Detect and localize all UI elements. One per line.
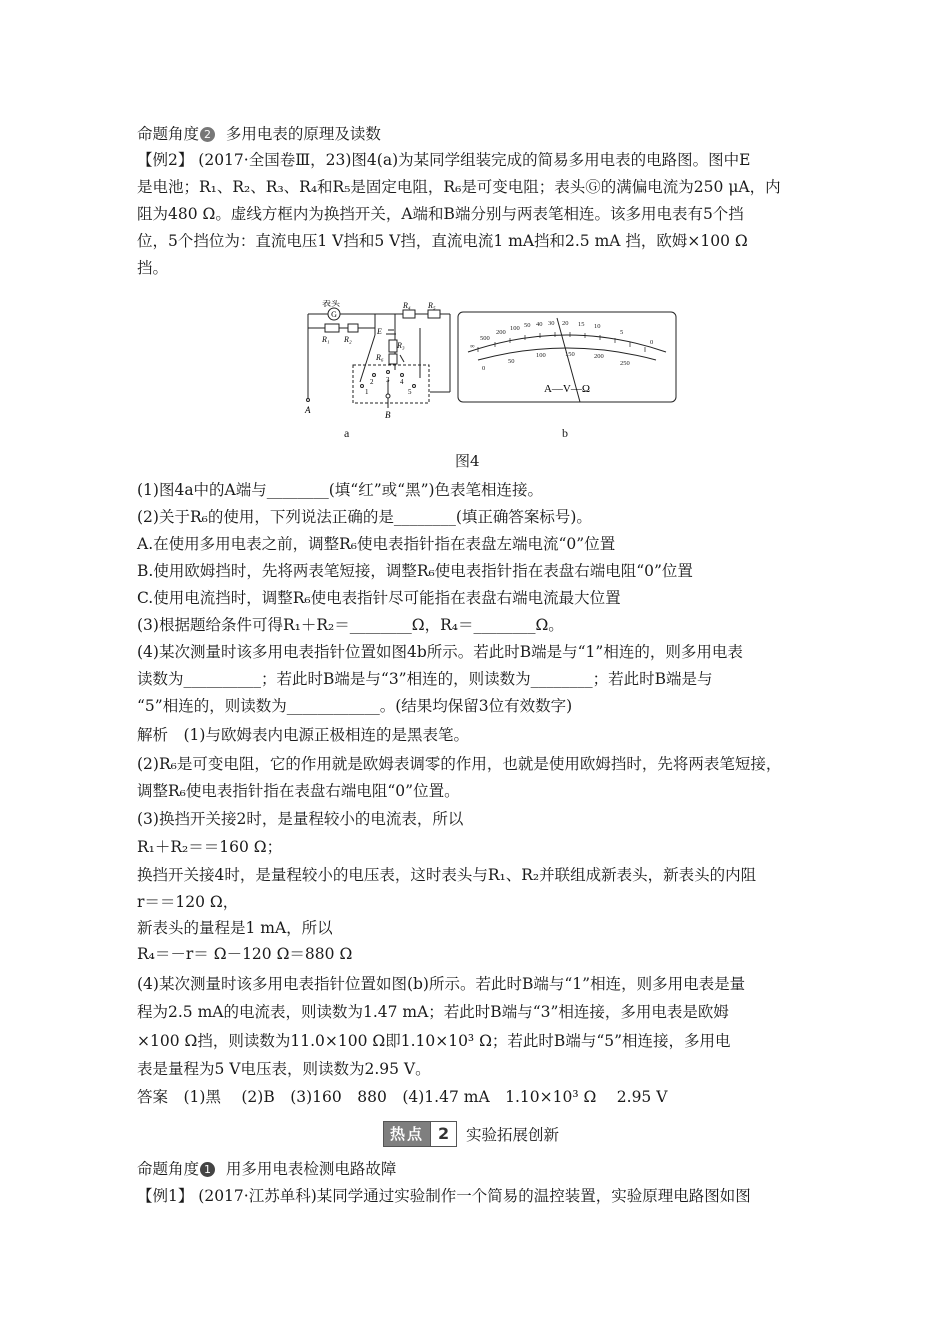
analysis-line: 表是量程为5 V电压表，则读数为2.95 V。 [137,1060,431,1078]
section-title: 多用电表的原理及读数 [225,125,381,143]
example-line: 挡。 [137,259,169,277]
subfigure-b-label: b [562,426,568,440]
figure-caption: 图4 [455,452,480,470]
analysis-line: 解析 (1)与欧姆表内电源正极相连的是黑表笔。 [137,726,469,744]
ohm-tick-label: 100 [510,325,520,332]
analysis-line: (4)某次测量时该多用电表指针位置如图(b)所示。若此时B端与“1”相连，则多用电表是量 [137,975,746,993]
example-line: 阻为480 Ω。虚线方框内为换挡开关，A端和B端分别与两表笔相连。该多用电表有5个挡 [137,205,744,223]
question-line: (3)根据题给条件可得R₁＋R₂＝________Ω，R₄＝________Ω。 [137,616,564,634]
question-line: “5”相连的，则读数为____________。(结果均保留3位有效数字) [137,697,573,715]
switch-position: 3 [386,376,390,384]
switch-position: 2 [370,378,374,386]
hotspot-label: 热点 [384,1122,430,1146]
analysis-line: r＝＝120 Ω， [137,893,239,911]
terminal-a-label: A [305,405,311,415]
example-line: 位，5个挡位为：直流电压1 V挡和5 V挡，直流电流1 mA挡和2.5 mA 挡，欧姆×100 Ω [137,232,748,250]
resistor-label: R₅ [428,301,436,310]
meter-head-label: 表头 [322,300,341,308]
resistor-label: R₂ [344,335,352,344]
terminal-b-label: B [385,410,391,420]
dial-label: A—V—Ω [543,383,591,395]
section-heading [137,123,827,145]
ohm-tick-label: ∞ [470,343,475,350]
question-line: B.使用欧姆挡时，先将两表笔短接，调整R₆使电表指针指在表盘右端电阻“0”位置 [137,562,693,580]
battery-label: E [377,327,382,336]
analysis-line: R₄＝－r＝ Ω－120 Ω＝880 Ω [137,945,353,963]
figure-4 [300,300,680,440]
example-line: 【例2】 (2017·全国卷Ⅲ，23)图4(a)为某同学组装完成的简易多用电表的电路图。图中E [137,151,751,169]
question-line: (1)图4a中的A端与________(填“红”或“黑”)色表笔相连接。 [137,481,544,499]
analysis-line: (2)R₆是可变电阻，它的作用就是欧姆表调零的作用，也就是使用欧姆挡时，先将两表笔短接， [137,755,782,773]
ohm-tick-label: 50 [524,322,531,329]
ohm-tick-label: 5 [620,329,624,336]
switch-contacts [307,371,416,402]
section-title: 用多用电表检测电路故障 [225,1160,397,1178]
resistor-label: R₆ [376,353,384,362]
ohm-tick-label: 40 [536,321,543,328]
example-line: 是电池；R₁、R₂、R₃、R₄和R₅是固定电阻，R₆是可变电阻；表头Ⓖ的满偏电流为250 μA，内 [137,178,781,196]
question-line: C.使用电流挡时，调整R₆使电表指针尽可能指在表盘右端电流最大位置 [137,589,621,607]
example-line: 【例1】 (2017·江苏单科)某同学通过实验制作一个简易的温控装置，实验原理电路图如图 [137,1187,751,1205]
ohm-tick-label: 500 [480,335,490,342]
section-heading [137,1158,827,1180]
switch-position: 4 [400,378,404,386]
galvanometer-symbol: G [331,310,337,319]
switch-position: 5 [408,388,412,396]
analysis-line: 换挡开关接4时，是量程较小的电压表，这时表头与R₁、R₂并联组成新表头，新表头的内阻 [137,866,757,884]
hotspot-badge [383,1121,457,1147]
ohm-tick-label: 20 [562,320,569,327]
section-label: 命题角度 [137,125,200,143]
linear-tick-label: 150 [565,351,575,358]
ohm-tick-label: 10 [594,323,601,330]
question-line: (2)关于R₆的使用，下列说法正确的是________(填正确答案标号)。 [137,508,592,526]
resistor-label: R₃ [397,341,405,350]
resistor-label: R₄ [403,301,411,310]
question-line: A.在使用多用电表之前，调整R₆使电表指针指在表盘左端电流“0”位置 [137,535,616,553]
analysis-line: ×100 Ω挡，则读数为11.0×100 Ω即1.10×10³ Ω；若此时B端与“5”相连接，多用电 [137,1032,731,1050]
question-line: 读数为__________；若此时B端是与“3”相连的，则读数为________；若此时B端是与 [137,670,713,688]
analysis-line: 新表头的量程是1 mA，所以 [137,919,333,937]
section-label: 命题角度 [137,1160,200,1178]
linear-tick-label: 200 [594,353,604,360]
question-line: (4)某次测量时该多用电表指针位置如图4b所示。若此时B端是与“1”相连的，则多用电表 [137,643,743,661]
analysis-line: 调整R₆使电表指针指在表盘右端电阻“0”位置。 [137,782,460,800]
analysis-line: R₁＋R₂＝＝160 Ω； [137,838,283,856]
linear-tick-label: 250 [620,360,630,367]
linear-tick-label: 100 [536,352,546,359]
linear-tick-label: 0 [482,365,486,372]
analysis-line: 程为2.5 mA的电流表，则读数为1.47 mA；若此时B端与“3”相连接，多用电表是欧姆 [137,1003,729,1021]
analysis-line: (3)换挡开关接2时，是量程较小的电流表，所以 [137,810,464,828]
ohm-tick-label: 200 [496,329,506,336]
ohm-tick-label: 30 [548,320,555,327]
circuit-and-dial-figure [300,300,680,440]
number-badge-icon: 1 [200,1162,215,1177]
switch-position: 1 [365,388,369,396]
hotspot-title: 实验拓展创新 [466,1126,560,1144]
linear-tick-label: 50 [508,358,515,365]
subfigure-a-label: a [344,426,350,440]
resistor-label: R₁ [322,335,330,344]
hotspot-number: 2 [430,1122,456,1146]
answer-line: 答案 (1)黑 (2)B (3)160 880 (4)1.47 mA 1.10×10³ Ω 2.95 V [137,1088,668,1106]
ohm-tick-label: 0 [650,339,654,346]
ohm-tick-label: 15 [578,321,585,328]
number-badge-icon: 2 [200,127,215,142]
